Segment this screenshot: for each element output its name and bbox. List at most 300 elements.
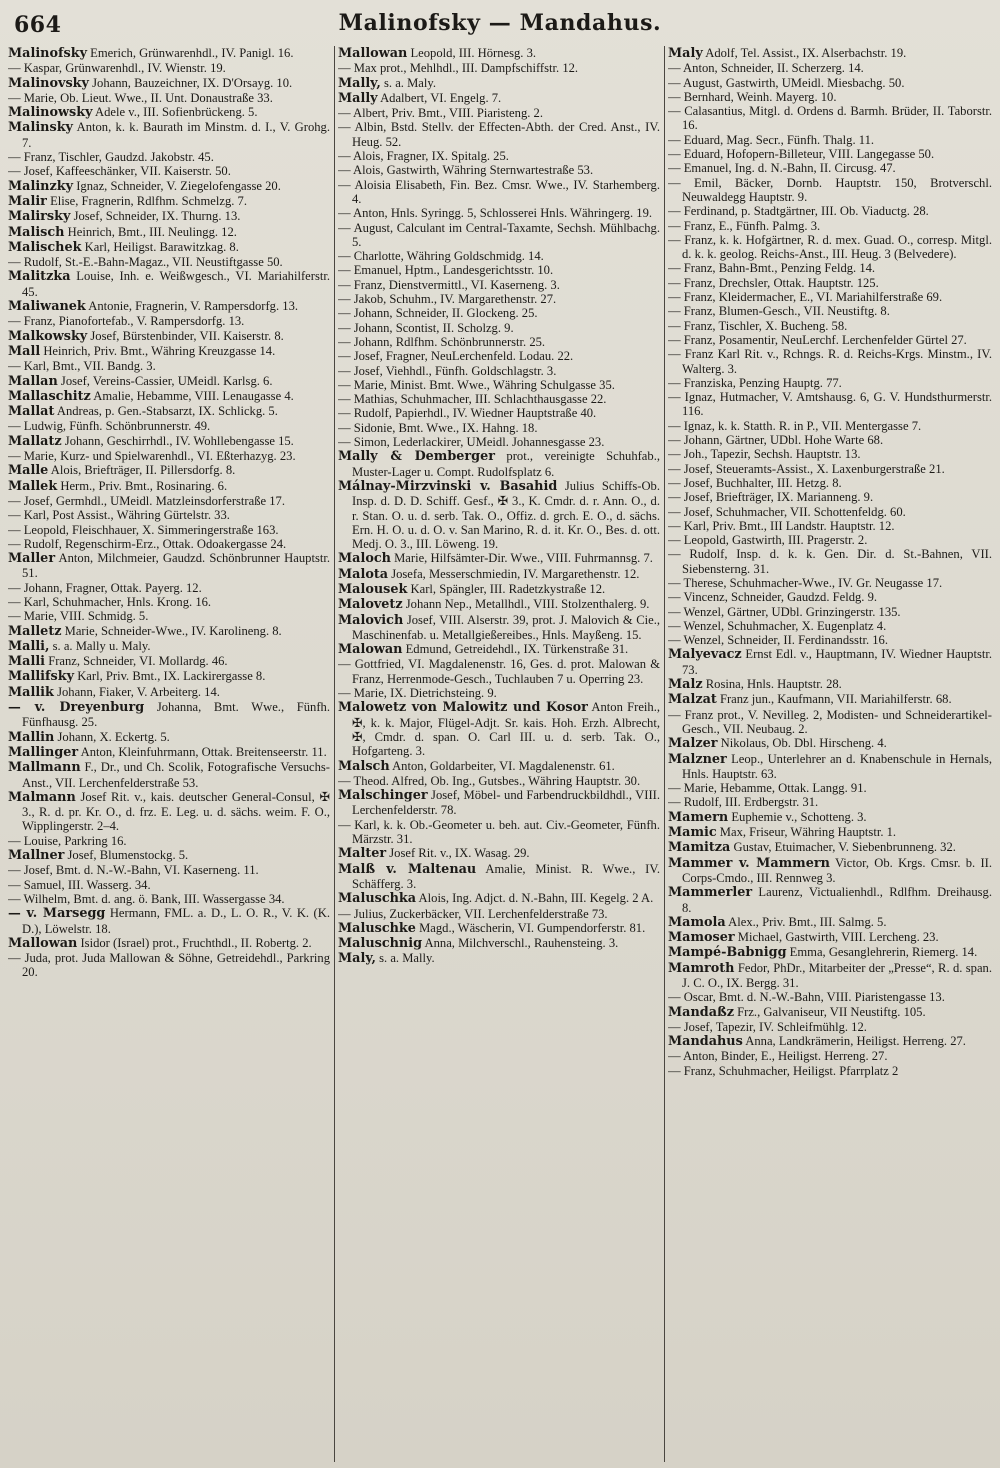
directory-entry bbox=[668, 708, 992, 737]
column-divider bbox=[334, 46, 335, 1462]
entry-text: — Johann, Schneider, II. Glockeng. 25. bbox=[338, 306, 538, 321]
entry-text: Marie, Hilfsämter-Dir. Wwe., VIII. Fuhrmannsg. 7. bbox=[390, 551, 653, 566]
directory-entry bbox=[668, 619, 992, 633]
entry-text: Frz., Galvaniseur, VII Neustiftg. 105. bbox=[734, 1004, 926, 1019]
entry-surname: Mallinger bbox=[8, 744, 79, 760]
entry-text: — Wilhelm, Bmt. d. ang. ö. Bank, III. Wassergasse 34. bbox=[8, 891, 285, 906]
directory-entry bbox=[8, 359, 330, 373]
entry-text: Hermann, FML. a. D., L. O. R., V. K. (K. D.), Löwelstr. 18. bbox=[22, 906, 330, 936]
directory-entry bbox=[8, 91, 330, 105]
entry-text: — Therese, Schuhmacher-Wwe., IV. Gr. Neugasse 17. bbox=[668, 575, 943, 590]
directory-entry bbox=[668, 1034, 992, 1049]
entry-surname: Malowan bbox=[338, 642, 403, 658]
entry-text: Elise, Fragnerin, Rdlfhm. Schmelzg. 7. bbox=[46, 193, 247, 208]
directory-entry bbox=[668, 533, 992, 547]
directory-entry bbox=[338, 178, 660, 207]
entry-text: — Josef, Tapezir, IV. Schleifmühlg. 12. bbox=[668, 1019, 867, 1034]
directory-entry bbox=[668, 1064, 992, 1078]
entry-text: Emma, Gesanglehrerin, Riemerg. 14. bbox=[786, 945, 978, 960]
directory-entry bbox=[668, 856, 992, 886]
directory-entry bbox=[668, 752, 992, 782]
directory-entry bbox=[8, 389, 330, 404]
entry-surname: Mamitza bbox=[668, 840, 731, 856]
entry-text: Leop., Unterlehrer an d. Knabenschule in Hernals, Hnls. Hauptstr. 63. bbox=[682, 751, 992, 781]
entry-text: — Josef, Steueramts-Assist., X. Laxenburgerstraße 21. bbox=[668, 461, 945, 476]
directory-entry bbox=[338, 862, 660, 892]
entry-surname: Mallan bbox=[8, 373, 58, 389]
entry-text: — Josef, Germhdl., UMeidl. Matzleinsdorferstraße 17. bbox=[8, 493, 285, 508]
entry-surname: Mallmann bbox=[8, 760, 81, 776]
entry-surname: Malz bbox=[668, 677, 703, 693]
entry-text: — Alois, Fragner, IX. Spitalg. 25. bbox=[338, 149, 509, 164]
directory-entry bbox=[338, 597, 660, 612]
entry-text: — Franz, Kleidermacher, E., VI. Mariahilferstraße 69. bbox=[668, 290, 943, 305]
entry-text: Gustav, Etuimacher, V. Siebenbrunneng. 32. bbox=[730, 840, 956, 855]
directory-entry bbox=[338, 263, 660, 277]
entry-text: — Louise, Parkring 16. bbox=[8, 833, 127, 848]
directory-entry bbox=[8, 299, 330, 314]
entry-surname: Malota bbox=[338, 566, 389, 582]
entry-text: Adolf, Tel. Assist., IX. Alserbachstr. 19. bbox=[702, 46, 907, 60]
directory-entry bbox=[668, 961, 992, 991]
directory-entry bbox=[338, 891, 660, 906]
entry-text: — Franz, Bahn-Bmt., Penzing Feldg. 14. bbox=[668, 261, 876, 276]
entry-text: Johann Nep., Metallhdl., VIII. Stolzenthalerg. 9. bbox=[402, 597, 650, 612]
entry-text: Adele v., III. Sofienbrückeng. 5. bbox=[92, 105, 258, 120]
entry-text: — Albin, Bstd. Stellv. der Effecten-Abth. der Cred. Anst., IV. Heug. 52. bbox=[338, 120, 660, 149]
directory-entry bbox=[8, 164, 330, 178]
entry-surname: Malovetz bbox=[338, 597, 403, 613]
directory-entry bbox=[8, 494, 330, 508]
entry-text: — Karl, Post Assist., Währing Gürtelstr. 33. bbox=[8, 508, 230, 523]
directory-entry bbox=[8, 240, 330, 255]
entry-text: Magd., Wäscherin, VI. Gumpendorferstr. 81. bbox=[415, 920, 646, 935]
entry-text: prot., vereinigte Schuhfab., Muster-Lager u. Compt. Rudolfsplatz 6. bbox=[352, 449, 660, 479]
directory-entry bbox=[338, 76, 660, 91]
entry-surname: Mammer v. Mammern bbox=[668, 855, 830, 871]
entry-surname: Mally bbox=[338, 90, 378, 106]
entry-text: — Franz, Pianofortefab., V. Rampersdorfg. 13. bbox=[8, 314, 245, 329]
directory-entry bbox=[668, 885, 992, 915]
entry-surname: Maller bbox=[8, 551, 56, 567]
directory-entry bbox=[8, 150, 330, 164]
entry-text: — Gottfried, VI. Magdalenenstr. 16, Ges. d. prot. Malowan & Franz, Herrenmode-Gesch., Tuchlauben 7 u. Operring 23. bbox=[338, 657, 660, 686]
directory-entry bbox=[8, 225, 330, 240]
directory-entry bbox=[668, 219, 992, 233]
entry-text: Heinrich, Priv. Bmt., Währing Kreuzgasse 14. bbox=[40, 343, 276, 358]
entry-surname: Malowetz von Malowitz und Kosor bbox=[338, 700, 588, 716]
entry-text: — Calasantius, Mitgl. d. Ordens d. Barmh. Brüder, II. Taborstr. 16. bbox=[668, 104, 992, 133]
directory-entry bbox=[668, 1049, 992, 1063]
directory-entry bbox=[338, 149, 660, 163]
entry-text: Victor, Ob. Krgs. Cmsr. b. II. Corps-Cmdo., III. Rennweg 3. bbox=[682, 855, 992, 885]
entry-text: — Wenzel, Schneider, II. Ferdinandsstr. 16. bbox=[668, 633, 888, 648]
directory-entry bbox=[8, 906, 330, 936]
entry-text: — Ignaz, Hutmacher, V. Amtshausg. 6, G. V. Hundsthurmerstr. 116. bbox=[668, 390, 992, 419]
entry-surname: Mammerler bbox=[668, 885, 753, 901]
directory-entry bbox=[8, 209, 330, 224]
directory-entry bbox=[338, 582, 660, 597]
entry-text: — Franz, Tischler, Gaudzd. Jakobstr. 45. bbox=[8, 150, 214, 165]
directory-entry bbox=[338, 378, 660, 392]
entry-text: — Alois, Gastwirth, Währing Sternwartestraße 53. bbox=[338, 163, 594, 178]
entry-text: — Marie, Ob. Lieut. Wwe., II. Unt. Donaustraße 33. bbox=[8, 90, 273, 105]
entry-text: — Bernhard, Weinh. Mayerg. 10. bbox=[668, 89, 837, 104]
entry-text: — Marie, VIII. Schmidg. 5. bbox=[8, 609, 149, 624]
entry-text: — Josef, Kaffeeschänker, VII. Kaiserstr. 50. bbox=[8, 164, 231, 179]
entry-surname: Malzat bbox=[668, 692, 717, 708]
directory-entry bbox=[338, 435, 660, 449]
entry-text: — Albert, Priv. Bmt., VIII. Piaristeng. 2. bbox=[338, 106, 543, 121]
entry-surname: Mallowan bbox=[8, 935, 78, 951]
entry-surname: Maluschnig bbox=[338, 936, 423, 952]
entry-text: Ernst Edl. v., Hauptmann, IV. Wiedner Hauptstr. 73. bbox=[682, 647, 992, 677]
directory-entry bbox=[338, 788, 660, 818]
entry-text: Rosina, Hnls. Hauptstr. 28. bbox=[702, 677, 842, 692]
directory-entry bbox=[8, 624, 330, 639]
entry-text: Michael, Gastwirth, VIII. Lercheng. 23. bbox=[734, 930, 939, 945]
entry-text: — Oscar, Bmt. d. N.-W.-Bahn, VIII. Piaristengasse 13. bbox=[668, 990, 945, 1005]
entry-text: — Josef, Briefträger, IX. Marianneng. 9. bbox=[668, 490, 874, 505]
directory-entry bbox=[338, 936, 660, 951]
directory-entry bbox=[338, 349, 660, 363]
entry-text: Ignaz, Schneider, V. Ziegelofengasse 20. bbox=[73, 178, 281, 193]
directory-entry bbox=[668, 90, 992, 104]
entry-text: — Franz, E., Fünfh. Palmg. 3. bbox=[668, 218, 821, 233]
directory-entry bbox=[338, 657, 660, 686]
directory-entry bbox=[668, 547, 992, 576]
entry-surname: Mallaschitz bbox=[8, 388, 91, 404]
entry-surname: Malmann bbox=[8, 789, 76, 805]
directory-entry bbox=[668, 576, 992, 590]
entry-surname: Mallifsky bbox=[8, 669, 75, 685]
entry-text: Johann, Bauzeichner, IX. D'Orsayg. 10. bbox=[88, 75, 293, 90]
entry-text: Andreas, p. Gen.-Stabsarzt, IX. Schlickg. 5. bbox=[54, 404, 278, 419]
entry-text: — Ferdinand, p. Stadtgärtner, III. Ob. Viaductg. 28. bbox=[668, 204, 929, 219]
entry-surname: Maly, bbox=[338, 951, 376, 967]
directory-entry bbox=[338, 907, 660, 921]
entry-text: — Kaspar, Grünwarenhdl., IV. Wienstr. 19. bbox=[8, 61, 226, 76]
entry-text: — Emanuel, Ing. d. N.-Bahn, II. Circusg. 47. bbox=[668, 161, 896, 176]
entry-text: — Simon, Lederlackirer, UMeidl. Johannesgasse 23. bbox=[338, 435, 605, 450]
entry-text: — Leopold, Fleischhauer, X. Simmeringerstraße 163. bbox=[8, 522, 279, 537]
entry-text: Laurenz, Victualienhdl., Rdlfhm. Dreihausg. 8. bbox=[682, 885, 992, 915]
directory-entry bbox=[668, 76, 992, 90]
entry-surname: Mamoser bbox=[668, 930, 735, 946]
entry-text: — Joh., Tapezir, Sechsh. Hauptstr. 13. bbox=[668, 447, 861, 462]
entry-text: Max, Friseur, Währing Hauptstr. 1. bbox=[716, 825, 897, 840]
entry-surname: Mallatz bbox=[8, 433, 62, 449]
entry-surname: Malzner bbox=[668, 751, 727, 767]
directory-column-3 bbox=[668, 46, 992, 1462]
directory-entry bbox=[668, 825, 992, 840]
entry-surname: Malinowsky bbox=[8, 105, 93, 121]
entry-text: — Karl, Priv. Bmt., III Landstr. Hauptstr. 12. bbox=[668, 518, 895, 533]
directory-entry bbox=[8, 329, 330, 344]
directory-entry bbox=[8, 878, 330, 892]
directory-column-1 bbox=[8, 46, 330, 1462]
entry-surname: Malzer bbox=[668, 736, 718, 752]
directory-entry bbox=[668, 1005, 992, 1020]
directory-entry bbox=[338, 686, 660, 700]
entry-text: Josef Rit. v., kais. deutscher General-Consul, ✠ 3., R. d. pr. Kr. O., d. frz. E. Leg. u. d. sächs. weim. F. O., Wipplingerstr. 2–4. bbox=[22, 789, 330, 834]
entry-surname: Mallin bbox=[8, 729, 55, 745]
directory-entry bbox=[668, 176, 992, 205]
entry-surname: Malinzky bbox=[8, 178, 74, 194]
entry-surname: Mallat bbox=[8, 404, 55, 420]
entry-surname: Malyevacz bbox=[668, 647, 742, 663]
entry-text: Anton, Milchmeier, Gaudzd. Schönbrunner Hauptstr. 51. bbox=[22, 551, 330, 581]
directory-entry bbox=[338, 406, 660, 420]
directory-entry bbox=[668, 795, 992, 809]
directory-entry bbox=[338, 91, 660, 106]
entry-surname: Malli bbox=[8, 654, 46, 670]
entry-surname: Malovich bbox=[338, 612, 404, 628]
directory-entry bbox=[8, 892, 330, 906]
directory-entry bbox=[668, 419, 992, 433]
directory-entry bbox=[8, 609, 330, 623]
directory-entry bbox=[8, 314, 330, 328]
directory-entry bbox=[8, 936, 330, 951]
entry-text: Anton, Goldarbeiter, VI. Magdalenenstr. 61. bbox=[389, 758, 615, 773]
directory-entry bbox=[338, 61, 660, 75]
entry-surname: Malß v. Maltenau bbox=[338, 861, 477, 877]
directory-entry bbox=[668, 147, 992, 161]
directory-entry bbox=[668, 647, 992, 677]
entry-text: — Jakob, Schuhm., IV. Margarethenstr. 27. bbox=[338, 292, 557, 307]
entry-text: — Franz, Posamentir, NeuLerchf. Lerchenfelder Gürtel 27. bbox=[668, 332, 967, 347]
entry-text: — Karl, k. k. Ob.-Geometer u. beh. aut. Civ.-Geometer, Fünfh. Märzstr. 31. bbox=[338, 817, 660, 847]
entry-text: — Marie, Kurz- und Spielwarenhdl., VI. Eßterhazyg. 23. bbox=[8, 449, 296, 464]
directory-entry bbox=[8, 581, 330, 595]
entry-text: — Johann, Fragner, Ottak. Payerg. 12. bbox=[8, 580, 202, 595]
entry-surname: Maluschka bbox=[338, 891, 417, 907]
directory-entry bbox=[338, 774, 660, 788]
entry-text: — Marie, Minist. Bmt. Wwe., Währing Schulgasse 35. bbox=[338, 377, 615, 392]
entry-text: — Franz Karl Rit. v., Rchngs. R. d. Reichs-Krgs. Minstm., IV. Walterg. 3. bbox=[668, 347, 992, 376]
entry-text: — Emil, Bäcker, Dornb. Hauptstr. 150, Brotverschl. Neuwaldegg Hauptstr. 9. bbox=[668, 175, 992, 204]
directory-entry bbox=[668, 990, 992, 1004]
entry-text: — Marie, Hebamme, Ottak. Langg. 91. bbox=[668, 781, 867, 796]
entry-text: — Julius, Zuckerbäcker, VII. Lerchenfelderstraße 73. bbox=[338, 906, 608, 921]
entry-surname: Mallowan bbox=[338, 46, 408, 61]
directory-entry bbox=[8, 848, 330, 863]
directory-entry bbox=[8, 105, 330, 120]
directory-entry bbox=[338, 221, 660, 250]
directory-entry bbox=[338, 551, 660, 566]
directory-entry bbox=[668, 915, 992, 930]
directory-entry bbox=[8, 745, 330, 760]
entry-text: — August, Calculant im Central-Taxamte, Sechsh. Mühlbachg. 5. bbox=[338, 220, 660, 249]
directory-entry bbox=[8, 255, 330, 269]
directory-entry bbox=[668, 736, 992, 751]
entry-text: — Franz, Dienstvermittl., VI. Kaserneng. 3. bbox=[338, 277, 560, 292]
directory-entry bbox=[8, 523, 330, 537]
entry-surname: Malinofsky bbox=[8, 46, 88, 61]
directory-entry bbox=[668, 347, 992, 376]
directory-entry bbox=[668, 304, 992, 318]
directory-entry bbox=[338, 306, 660, 320]
entry-text: — Anton, Schneider, II. Scherzerg. 14. bbox=[668, 61, 864, 76]
entry-surname: Mally, bbox=[338, 75, 381, 91]
entry-text: — Johann, Scontist, II. Scholzg. 9. bbox=[338, 320, 514, 335]
directory-entry bbox=[668, 46, 992, 61]
directory-entry bbox=[338, 479, 660, 551]
entry-text: Anton Freih., ✠, k. k. Major, Flügel-Adjt. Sr. kais. Hoh. Erzh. Albrecht, ✠, Cmdr. d. span. O. Carl III. u. d. serb. Tak. O., Hofgarteng. 3. bbox=[352, 700, 660, 759]
directory-entry bbox=[8, 685, 330, 700]
directory-entry bbox=[338, 846, 660, 861]
entry-surname: Malischek bbox=[8, 239, 82, 255]
entry-text: Josefa, Messerschmiedin, IV. Margarethenstr. 12. bbox=[388, 566, 640, 581]
entry-surname: Malousek bbox=[338, 581, 408, 597]
entry-text: — Emanuel, Hptm., Landesgerichtsstr. 10. bbox=[338, 263, 554, 278]
directory-entry bbox=[668, 462, 992, 476]
entry-surname: Maly bbox=[668, 46, 703, 61]
directory-entry bbox=[668, 490, 992, 504]
directory-entry bbox=[668, 476, 992, 490]
entry-text: Josef, Schneider, IX. Thurng. 13. bbox=[70, 209, 241, 224]
directory-entry bbox=[8, 179, 330, 194]
directory-entry bbox=[668, 104, 992, 133]
directory-entry bbox=[338, 206, 660, 220]
directory-entry bbox=[338, 951, 660, 966]
directory-entry bbox=[8, 730, 330, 745]
directory-entry bbox=[338, 700, 660, 758]
directory-entry bbox=[8, 551, 330, 581]
directory-entry bbox=[8, 951, 330, 980]
directory-entry bbox=[8, 863, 330, 877]
entry-text: — Rudolf, III. Erdbergstr. 31. bbox=[668, 795, 819, 810]
entry-text: Anton, Kleinfuhrmann, Ottak. Breitenseerstr. 11. bbox=[78, 744, 327, 759]
entry-text: Alois, Ing. Adjct. d. N.-Bahn, III. Kegelg. 2 A. bbox=[416, 891, 654, 906]
entry-text: — Josef, Bmt. d. N.-W.-Bahn, VI. Kaserneng. 11. bbox=[8, 863, 259, 878]
column-divider bbox=[664, 46, 665, 1462]
entry-surname: Maloch bbox=[338, 551, 391, 567]
entry-surname: Mampé-Babnigg bbox=[668, 945, 787, 961]
entry-text: Anton, k. k. Baurath im Minstm. d. I., V. Grohg. 7. bbox=[22, 120, 330, 150]
entry-text: Emerich, Grünwarenhdl., IV. Panigl. 16. bbox=[87, 46, 294, 60]
entry-text: — Franziska, Penzing Hauptg. 77. bbox=[668, 375, 842, 390]
directory-entry bbox=[338, 449, 660, 479]
entry-surname: Mamic bbox=[668, 825, 717, 841]
entry-text: F., Dr., und Ch. Scolik, Fotografische Versuchs-Anst., VII. Lerchenfelderstraße 53. bbox=[22, 760, 330, 790]
directory-entry bbox=[668, 161, 992, 175]
directory-entry bbox=[8, 269, 330, 299]
entry-text: Adalbert, VI. Engelg. 7. bbox=[377, 90, 502, 105]
entry-text: Alois, Briefträger, II. Pillersdorfg. 8. bbox=[48, 463, 236, 478]
entry-surname: Malisch bbox=[8, 224, 65, 240]
entry-text: — Max prot., Mehlhdl., III. Dampfschiffstr. 12. bbox=[338, 61, 579, 76]
entry-text: Johann, X. Eckertg. 5. bbox=[54, 729, 170, 744]
entry-text: — Karl, Bmt., VII. Bandg. 3. bbox=[8, 359, 156, 374]
entry-text: — Wenzel, Gärtner, UDbl. Grinzingerstr. 135. bbox=[668, 604, 901, 619]
directory-entry bbox=[668, 447, 992, 461]
running-head: Malinofsky — Mandahus. bbox=[338, 10, 662, 36]
entry-text: — Franz, k. k. Hofgärtner, R. d. mex. Guad. O., corresp. Mitgl. d. k. k. geolog. Reichs-Anst., III. Heug. 3 (Belvedere). bbox=[668, 232, 992, 262]
directory-entry bbox=[8, 463, 330, 478]
entry-text: — Ludwig, Fünfh. Schönbrunnerstr. 49. bbox=[8, 419, 211, 434]
entry-text: — Mathias, Schuhmacher, III. Schlachthausgasse 22. bbox=[338, 392, 607, 407]
directory-entry bbox=[668, 390, 992, 419]
directory-entry bbox=[668, 376, 992, 390]
entry-text: Karl, Priv. Bmt., IX. Lackirergasse 8. bbox=[74, 669, 266, 684]
directory-entry bbox=[668, 810, 992, 825]
directory-entry bbox=[8, 61, 330, 75]
directory-entry bbox=[668, 519, 992, 533]
directory-entry bbox=[338, 278, 660, 292]
entry-surname: Malkowsky bbox=[8, 328, 88, 344]
entry-surname: Mallner bbox=[8, 848, 65, 864]
directory-entry bbox=[8, 479, 330, 494]
entry-text: — Leopold, Gastwirth, III. Pragerstr. 2. bbox=[668, 533, 868, 548]
entry-text: Herm., Priv. Bmt., Rosinaring. 6. bbox=[57, 478, 228, 493]
entry-text: — Johann, Gärtner, UDbl. Hohe Warte 68. bbox=[668, 433, 884, 448]
entry-text: s. a. Mally. bbox=[375, 951, 435, 966]
directory-entry bbox=[8, 700, 330, 730]
entry-text: s. a. Maly. bbox=[380, 75, 437, 90]
entry-surname: Mamroth bbox=[668, 960, 735, 976]
directory-entry bbox=[668, 605, 992, 619]
entry-text: — Rudolf, St.-E.-Bahn-Magaz., VII. Neustiftgasse 50. bbox=[8, 255, 283, 270]
entry-text: — Rudolf, Regenschirm-Erz., Ottak. Odoakergasse 24. bbox=[8, 536, 287, 551]
entry-surname: Maliwanek bbox=[8, 299, 86, 315]
entry-surname: Malletz bbox=[8, 623, 62, 639]
entry-text: Josef, Blumenstockg. 5. bbox=[64, 848, 189, 863]
entry-text: Alex., Priv. Bmt., III. Salmg. 5. bbox=[725, 914, 887, 929]
directory-entry bbox=[8, 120, 330, 150]
directory-entry bbox=[338, 759, 660, 774]
entry-surname: Málnay-Mirzvinski v. Basahid bbox=[338, 478, 558, 494]
entry-text: — Franz, Tischler, X. Bucheng. 58. bbox=[668, 318, 848, 333]
entry-text: Anna, Landkrämerin, Heiligst. Herreng. 27. bbox=[742, 1034, 966, 1049]
entry-text: — Wenzel, Schuhmacher, X. Eugenplatz 4. bbox=[668, 618, 887, 633]
directory-entry bbox=[338, 292, 660, 306]
entry-surname: Malinsky bbox=[8, 120, 73, 136]
directory-entry bbox=[338, 249, 660, 263]
directory-entry bbox=[668, 433, 992, 447]
directory-entry bbox=[338, 364, 660, 378]
directory-entry bbox=[668, 290, 992, 304]
directory-entry bbox=[8, 639, 330, 654]
directory-entry bbox=[8, 194, 330, 209]
directory-columns bbox=[8, 46, 992, 1462]
entry-surname: Malitzka bbox=[8, 269, 71, 285]
entry-text: Johanna, Bmt. Wwe., Fünfh. Fünfhausg. 25. bbox=[22, 700, 330, 730]
directory-entry bbox=[8, 760, 330, 790]
entry-text: Louise, Inh. e. Weißwgesch., VI. Mariahilferstr. 45. bbox=[22, 269, 330, 299]
entry-text: Nikolaus, Ob. Dbl. Hirscheng. 4. bbox=[717, 736, 887, 751]
directory-entry bbox=[668, 261, 992, 275]
directory-entry bbox=[338, 921, 660, 936]
directory-entry bbox=[8, 508, 330, 522]
entry-surname: Malir bbox=[8, 193, 47, 209]
directory-entry bbox=[338, 421, 660, 435]
directory-entry bbox=[8, 834, 330, 848]
entry-text: — Vincenz, Schneider, Gaudzd. Feldg. 9. bbox=[668, 590, 878, 605]
directory-entry bbox=[8, 595, 330, 609]
entry-text: — Josef, Fragner, NeuLerchenfeld. Lodau. 22. bbox=[338, 349, 574, 364]
directory-entry bbox=[338, 163, 660, 177]
directory-entry bbox=[668, 333, 992, 347]
entry-surname: Mallik bbox=[8, 684, 54, 700]
directory-entry bbox=[668, 633, 992, 647]
entry-text: — Charlotte, Währing Goldschmidg. 14. bbox=[338, 249, 544, 264]
entry-text: Edmund, Getreidehdl., IX. Türkenstraße 31. bbox=[402, 642, 629, 657]
entry-surname: Malle bbox=[8, 463, 49, 479]
entry-text: — Eduard, Mag. Secr., Fünfh. Thalg. 11. bbox=[668, 132, 875, 147]
directory-entry bbox=[8, 790, 330, 834]
entry-surname: Mamola bbox=[668, 914, 726, 930]
